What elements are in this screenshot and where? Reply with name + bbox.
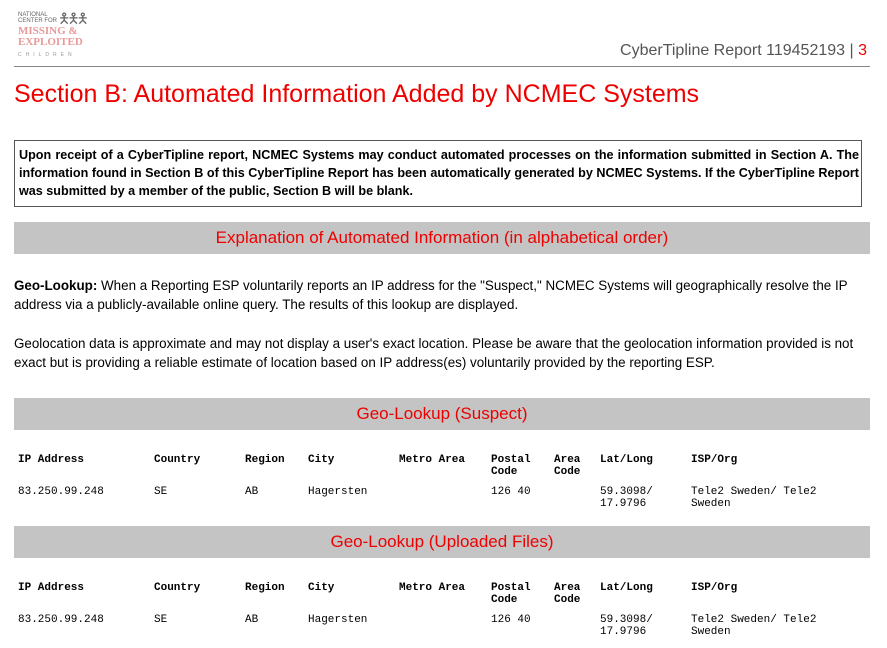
logo-text: EXPLOITED — [18, 36, 83, 48]
table-cell: Tele2 Sweden/ Tele2 Sweden — [691, 614, 817, 638]
report-id: CyberTipline Report 119452193 | — [620, 42, 859, 59]
logo-text: NATIONAL — [18, 12, 48, 18]
geo-lookup-uploaded-heading: Geo-Lookup (Uploaded Files) — [14, 526, 870, 558]
column-header: Area Code — [554, 454, 581, 478]
column-header: ISP/Org — [691, 454, 738, 466]
geo-lookup-suspect-heading: Geo-Lookup (Suspect) — [14, 398, 870, 430]
table-cell: Hagersten — [308, 486, 368, 498]
table-cell: Hagersten — [308, 614, 368, 626]
column-header: Lat/Long — [600, 454, 653, 466]
column-header: IP Address — [18, 454, 85, 466]
column-header: Metro Area — [399, 582, 466, 594]
table-cell: SE — [154, 486, 168, 498]
column-header: Metro Area — [399, 454, 466, 466]
column-header: City — [308, 454, 335, 466]
ncmec-logo — [18, 8, 102, 60]
intro-box: Upon receipt of a CyberTipline report, NCMEC Systems may conduct automated processes on the information submitted in Section A. The information found in Section B of this CyberTipline Report has been automatically generated by NCMEC Systems. If the CyberTipline Report was submitted by a member of the public, Section B will be blank. — [14, 140, 862, 207]
table-cell: 59.3098/ 17.9796 — [600, 614, 653, 638]
geo-label: Geo-Lookup: — [14, 278, 98, 293]
column-header: City — [308, 582, 335, 594]
column-header: Region — [245, 582, 285, 594]
explanation-heading: Explanation of Automated Information (in alphabetical order) — [14, 222, 870, 254]
column-header: IP Address — [18, 582, 85, 594]
section-title: Section B: Automated Information Added by NCMEC Systems — [14, 80, 700, 108]
page-number: 3 — [858, 42, 867, 59]
column-header: Lat/Long — [600, 582, 653, 594]
geo-lookup-explanation — [14, 276, 872, 314]
table-cell: 59.3098/ 17.9796 — [600, 486, 653, 510]
header-divider — [14, 66, 870, 67]
column-header: Postal Code — [491, 582, 531, 606]
geo-text: When a Reporting ESP voluntarily reports an IP address for the "Suspect," NCMEC Systems will geographically resolve the IP address via a publicly-available online query. The results of this lookup are displayed. — [14, 278, 848, 312]
column-header: Postal Code — [491, 454, 531, 478]
logo-text: MISSING & — [18, 25, 78, 37]
logo-text: CHILDREN — [18, 52, 76, 58]
table-cell: SE — [154, 614, 168, 626]
table-cell: 126 40 — [491, 486, 531, 498]
children-figures-icon: 🯅🯅🯅 — [58, 10, 86, 26]
table-cell: 83.250.99.248 — [18, 614, 104, 626]
table-cell: 126 40 — [491, 614, 531, 626]
column-header: Area Code — [554, 582, 581, 606]
table-cell: 83.250.99.248 — [18, 486, 104, 498]
column-header: Region — [245, 454, 285, 466]
column-header: Country — [154, 454, 201, 466]
table-cell: AB — [245, 614, 259, 626]
logo-text: CENTER FOR — [18, 18, 57, 24]
geolocation-note: Geolocation data is approximate and may not display a user's exact location. Please be aware that the geolocation information provided is not exact but is providing a reliable estimate of location based on IP address(es) voluntarily provided by the reporting ESP. — [14, 336, 854, 370]
column-header: Country — [154, 582, 201, 594]
column-header: ISP/Org — [691, 582, 738, 594]
table-cell: Tele2 Sweden/ Tele2 Sweden — [691, 486, 817, 510]
report-header — [620, 42, 867, 60]
table-cell: AB — [245, 486, 259, 498]
